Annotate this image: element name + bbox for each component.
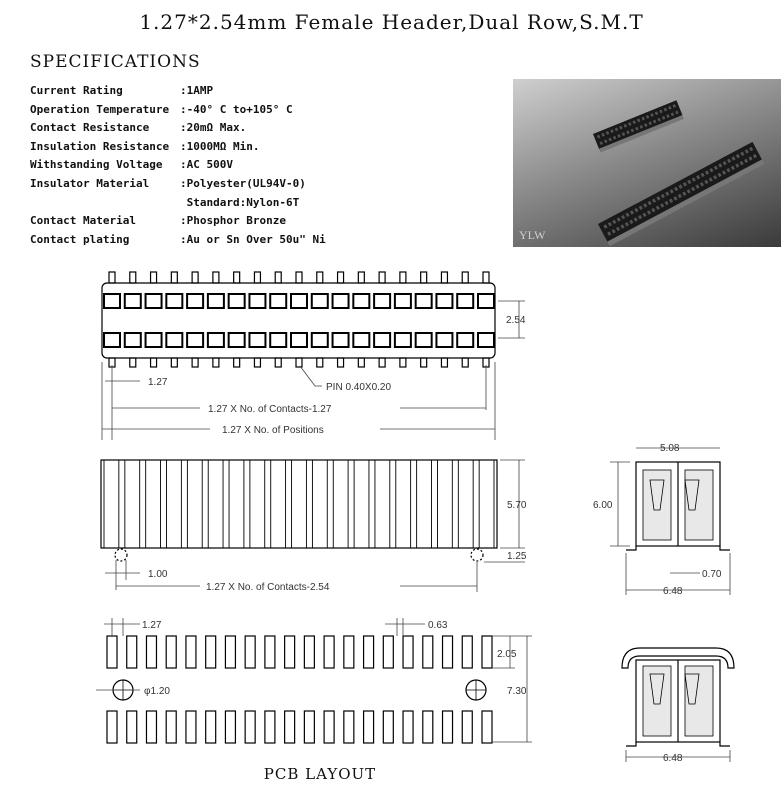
contact-slot xyxy=(104,460,119,548)
pcb-pad xyxy=(324,636,334,668)
contact-slot xyxy=(458,460,473,548)
pcb-pad xyxy=(166,636,176,668)
contact-hole xyxy=(374,294,390,308)
pcb-pad xyxy=(403,636,413,668)
pcb-caption: PCB LAYOUT xyxy=(263,765,377,783)
contact-slot xyxy=(354,460,369,548)
pcb-pad xyxy=(462,636,472,668)
header-pin xyxy=(421,272,427,283)
dim-height: 5.70 xyxy=(507,500,527,511)
header-pin xyxy=(441,272,447,283)
pcb-pad xyxy=(265,636,275,668)
pcb-pad xyxy=(304,711,314,743)
header-pin xyxy=(130,272,136,283)
contact-hole xyxy=(353,294,369,308)
spec-value: :Polyester(UL94V-0) xyxy=(180,176,306,190)
spec-value: :Au or Sn Over 50u" Ni xyxy=(180,232,326,246)
pcb-pad xyxy=(383,636,393,668)
top-view xyxy=(102,272,495,367)
header-pin xyxy=(151,272,157,283)
pcb-pad xyxy=(324,711,334,743)
contact-slot xyxy=(396,460,411,548)
contact-slot xyxy=(271,460,286,548)
header-pin xyxy=(296,272,302,283)
pcb-pad xyxy=(166,711,176,743)
contact-hole xyxy=(208,333,224,347)
page-title: 1.27*2.54mm Female Header,Dual Row,S.M.T xyxy=(139,10,644,34)
pcb-pad xyxy=(403,711,413,743)
header-pin xyxy=(254,358,260,367)
dim-pitch: 1.27 xyxy=(148,377,168,388)
contact-hole xyxy=(457,294,473,308)
pcb-pad xyxy=(127,636,137,668)
spec-heading: SPECIFICATIONS xyxy=(30,52,201,72)
contact-hole xyxy=(208,294,224,308)
contact-hole xyxy=(125,333,141,347)
contact-hole xyxy=(312,333,328,347)
spec-label: Contact Resistance xyxy=(30,121,150,135)
header-pin xyxy=(338,272,344,283)
photo-watermark: YLW xyxy=(519,228,546,242)
contact-slot xyxy=(125,460,140,548)
header-pin xyxy=(171,358,177,367)
dim-row-pitch: 2.54 xyxy=(506,315,526,326)
header-pin xyxy=(234,358,240,367)
contact-hole xyxy=(249,294,265,308)
dim-pin-size: PIN 0.40X0.20 xyxy=(326,382,392,393)
dim-lead: 0.70 xyxy=(702,569,722,580)
pcb-pad xyxy=(423,711,433,743)
header-pin xyxy=(109,272,115,283)
contact-hole xyxy=(291,333,307,347)
pcb-pad xyxy=(146,636,156,668)
end-view-section xyxy=(626,462,730,550)
dim-tab-width: 1.00 xyxy=(148,569,168,580)
contact-hole xyxy=(333,294,349,308)
contact-hole xyxy=(166,294,182,308)
side-view xyxy=(101,460,497,561)
end-view-cover xyxy=(622,648,734,746)
spec-label: Withstanding Voltage xyxy=(30,158,163,172)
header-pin xyxy=(234,272,240,283)
pcb-pad xyxy=(462,711,472,743)
contact-slot xyxy=(312,460,327,548)
dim-pcb-pad-width: 0.63 xyxy=(428,620,448,631)
dim-offset: 1.25 xyxy=(507,551,527,562)
pcb-pad xyxy=(364,636,374,668)
contact-hole xyxy=(416,333,432,347)
pcb-pad xyxy=(423,636,433,668)
contact-hole xyxy=(104,294,120,308)
spec-value: :Phosphor Bronze xyxy=(180,214,286,228)
contact-hole xyxy=(104,333,120,347)
contact-slot xyxy=(333,460,348,548)
header-pin xyxy=(151,358,157,367)
header-pin xyxy=(213,272,219,283)
pcb-pad xyxy=(245,711,255,743)
header-pin xyxy=(317,358,323,367)
header-pin xyxy=(192,358,198,367)
contact-hole xyxy=(187,294,203,308)
pcb-pad xyxy=(186,636,196,668)
header-pin xyxy=(338,358,344,367)
contact-slot xyxy=(417,460,432,548)
contact-slot xyxy=(292,460,307,548)
spec-label: Contact Material xyxy=(30,214,136,228)
header-pin xyxy=(462,272,468,283)
header-pin xyxy=(462,358,468,367)
contact-slot xyxy=(167,460,182,548)
dim-pcb-total: 7.30 xyxy=(507,686,527,697)
contact-slot xyxy=(229,460,244,548)
contact-slot xyxy=(146,460,161,548)
pcb-pad xyxy=(443,711,453,743)
contact-hole xyxy=(166,333,182,347)
dim-cover-footprint: 6.48 xyxy=(663,753,683,764)
pcb-pad xyxy=(344,636,354,668)
spec-label: Insulation Resistance xyxy=(30,139,170,153)
contact-hole xyxy=(146,294,162,308)
contact-hole xyxy=(312,294,328,308)
contact-hole xyxy=(457,333,473,347)
header-pin xyxy=(192,272,198,283)
contact-hole xyxy=(125,294,141,308)
header-pin xyxy=(275,358,281,367)
header-pin xyxy=(254,272,260,283)
contact-hole xyxy=(374,333,390,347)
contact-hole xyxy=(436,294,452,308)
pcb-pad xyxy=(186,711,196,743)
contact-hole xyxy=(229,294,245,308)
contact-hole xyxy=(270,333,286,347)
header-pin xyxy=(213,358,219,367)
pcb-pad xyxy=(146,711,156,743)
dim-pcb-hole: φ1.20 xyxy=(144,686,170,697)
contact-slot xyxy=(187,460,202,548)
header-pin xyxy=(441,358,447,367)
dim-footprint: 6.48 xyxy=(663,586,683,597)
contact-hole xyxy=(146,333,162,347)
pcb-pad xyxy=(482,636,492,668)
contact-hole xyxy=(249,333,265,347)
contact-hole xyxy=(478,333,494,347)
header-pin xyxy=(483,272,489,283)
contact-hole xyxy=(478,294,494,308)
contact-slot xyxy=(375,460,390,548)
dim-body-width: 5.08 xyxy=(660,443,680,454)
contact-hole xyxy=(270,294,286,308)
pcb-pad xyxy=(383,711,393,743)
header-pin xyxy=(358,358,364,367)
contact-hole xyxy=(353,333,369,347)
contact-hole xyxy=(333,333,349,347)
spec-label: Contact plating xyxy=(30,232,130,246)
dim-contacts-minus: 1.27 X No. of Contacts-1.27 xyxy=(208,404,332,415)
pcb-pad xyxy=(206,711,216,743)
pcb-pad xyxy=(344,711,354,743)
pcb-pad xyxy=(107,636,117,668)
pcb-pad xyxy=(245,636,255,668)
header-pin xyxy=(296,358,302,367)
header-pin xyxy=(275,272,281,283)
spec-label: Operation Temperature xyxy=(30,102,170,116)
pcb-pad xyxy=(206,636,216,668)
header-pin xyxy=(171,272,177,283)
pcb-pad xyxy=(225,636,235,668)
pcb-pad xyxy=(127,711,137,743)
header-pin xyxy=(400,358,406,367)
header-pin xyxy=(400,272,406,283)
header-pin xyxy=(379,272,385,283)
header-pin xyxy=(130,358,136,367)
header-pin xyxy=(379,358,385,367)
spec-label: Insulator Material xyxy=(30,176,150,190)
spec-value: Standard:Nylon-6T xyxy=(180,195,300,209)
pcb-pad xyxy=(443,636,453,668)
spec-value: :AC 500V xyxy=(180,158,233,172)
contact-hole xyxy=(229,333,245,347)
contact-slot xyxy=(208,460,223,548)
contact-hole xyxy=(291,294,307,308)
contact-hole xyxy=(395,333,411,347)
pcb-pad xyxy=(482,711,492,743)
dim-positions: 1.27 X No. of Positions xyxy=(222,425,324,436)
contact-slot xyxy=(479,460,494,548)
dim-body-height: 6.00 xyxy=(593,500,613,511)
spec-value: :1AMP xyxy=(180,84,214,97)
contact-hole xyxy=(395,294,411,308)
pcb-pad xyxy=(107,711,117,743)
pcb-pad xyxy=(265,711,275,743)
contact-hole xyxy=(436,333,452,347)
pcb-pad xyxy=(285,636,295,668)
contact-hole xyxy=(416,294,432,308)
header-pin xyxy=(358,272,364,283)
dim-contacts-254: 1.27 X No. of Contacts-2.54 xyxy=(206,582,330,593)
pcb-pad xyxy=(285,711,295,743)
dim-pcb-pitch: 1.27 xyxy=(142,620,162,631)
spec-label: Current Rating xyxy=(30,84,123,97)
header-pin xyxy=(421,358,427,367)
spec-value: :1000MΩ Min. xyxy=(180,139,260,153)
pcb-pad xyxy=(225,711,235,743)
spec-value: :20mΩ Max. xyxy=(180,121,247,135)
contact-hole xyxy=(187,333,203,347)
header-pin xyxy=(317,272,323,283)
pcb-pad xyxy=(304,636,314,668)
contact-slot xyxy=(437,460,452,548)
pcb-pad xyxy=(364,711,374,743)
contact-slot xyxy=(250,460,265,548)
dim-pcb-pad-length: 2.05 xyxy=(497,649,517,660)
spec-value: :-40° C to+105° C xyxy=(180,102,293,116)
